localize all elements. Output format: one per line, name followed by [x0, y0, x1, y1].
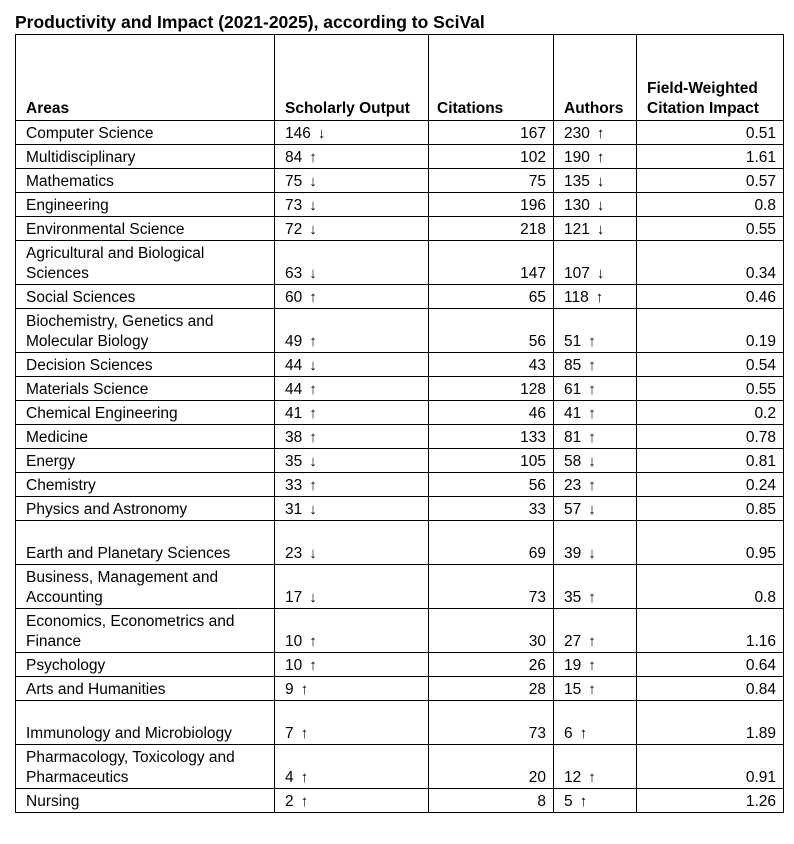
- scholarly-output-value: 49: [285, 333, 303, 350]
- citations-cell: 33: [429, 497, 554, 521]
- scholarly-output-value: 41: [285, 405, 303, 422]
- authors-cell: [554, 701, 637, 745]
- trend-arrow-icon: ↓: [309, 357, 317, 374]
- authors-cell: [554, 121, 637, 145]
- trend-arrow-icon: ↑: [588, 657, 596, 674]
- trend-arrow-icon: ↑: [309, 149, 317, 166]
- table-row: [16, 241, 784, 285]
- trend-arrow-icon: ↓: [596, 197, 605, 214]
- header-citations: Citations: [429, 35, 554, 121]
- fwci-cell: 1.16: [637, 609, 784, 653]
- scholarly-output-cell: [275, 309, 429, 353]
- table-row: [16, 121, 784, 145]
- table-row: [16, 285, 784, 309]
- trend-arrow-icon: ↑: [588, 405, 596, 422]
- authors-value: 5: [564, 793, 573, 810]
- citations-cell: 65: [429, 285, 554, 309]
- citations-cell: 105: [429, 449, 554, 473]
- table-row: [16, 217, 784, 241]
- productivity-table: [15, 34, 784, 813]
- fwci-cell: 0.84: [637, 677, 784, 701]
- citations-cell: 20: [429, 745, 554, 789]
- area-cell: Immunology and Microbiology: [16, 701, 275, 745]
- fwci-cell: 1.89: [637, 701, 784, 745]
- scholarly-output-cell: [275, 401, 429, 425]
- scholarly-output-cell: [275, 145, 429, 169]
- table-row: [16, 609, 784, 653]
- trend-arrow-icon: ↑: [309, 405, 317, 422]
- citations-cell: 218: [429, 217, 554, 241]
- authors-cell: [554, 309, 637, 353]
- trend-arrow-icon: ↑: [309, 657, 317, 674]
- area-cell: Computer Science: [16, 121, 275, 145]
- scholarly-output-cell: [275, 653, 429, 677]
- authors-value: 85: [564, 357, 582, 374]
- scholarly-output-cell: [275, 789, 429, 813]
- trend-arrow-icon: ↑: [309, 429, 317, 446]
- table-row: [16, 377, 784, 401]
- trend-arrow-icon: ↓: [317, 125, 326, 142]
- fwci-cell: 0.91: [637, 745, 784, 789]
- trend-arrow-icon: ↑: [579, 793, 588, 810]
- authors-cell: [554, 169, 637, 193]
- scholarly-output-value: 4: [285, 769, 294, 786]
- area-cell: Business, Management and Accounting: [16, 565, 275, 609]
- area-cell: Materials Science: [16, 377, 275, 401]
- scholarly-output-cell: [275, 285, 429, 309]
- area-cell: Energy: [16, 449, 275, 473]
- citations-cell: 26: [429, 653, 554, 677]
- trend-arrow-icon: ↓: [309, 545, 317, 562]
- scholarly-output-value: 60: [285, 289, 303, 306]
- fwci-cell: 0.8: [637, 193, 784, 217]
- area-cell: Arts and Humanities: [16, 677, 275, 701]
- citations-cell: 75: [429, 169, 554, 193]
- area-cell: Nursing: [16, 789, 275, 813]
- area-cell: Earth and Planetary Sciences: [16, 521, 275, 565]
- citations-cell: 56: [429, 473, 554, 497]
- trend-arrow-icon: ↑: [309, 381, 317, 398]
- scholarly-output-cell: [275, 565, 429, 609]
- scholarly-output-cell: [275, 521, 429, 565]
- table-row: [16, 677, 784, 701]
- header-scholarly-output: Scholarly Output: [275, 35, 429, 121]
- trend-arrow-icon: ↓: [588, 453, 596, 470]
- table-row: [16, 169, 784, 193]
- trend-arrow-icon: ↑: [588, 333, 596, 350]
- area-cell: Chemical Engineering: [16, 401, 275, 425]
- authors-value: 61: [564, 381, 582, 398]
- authors-value: 107: [564, 265, 590, 282]
- trend-arrow-icon: ↓: [309, 221, 317, 238]
- authors-cell: [554, 745, 637, 789]
- authors-value: 6: [564, 725, 573, 742]
- header-authors: Authors: [554, 35, 637, 121]
- trend-arrow-icon: ↓: [309, 589, 317, 606]
- scholarly-output-value: 72: [285, 221, 303, 238]
- header-areas: Areas: [16, 35, 275, 121]
- scholarly-output-value: 44: [285, 357, 303, 374]
- trend-arrow-icon: ↑: [300, 769, 309, 786]
- citations-cell: 28: [429, 677, 554, 701]
- fwci-cell: 0.85: [637, 497, 784, 521]
- trend-arrow-icon: ↑: [309, 477, 317, 494]
- scholarly-output-cell: [275, 677, 429, 701]
- area-cell: Economics, Econometrics and Finance: [16, 609, 275, 653]
- scholarly-output-value: 7: [285, 725, 294, 742]
- trend-arrow-icon: ↑: [300, 681, 309, 698]
- authors-value: 118: [564, 289, 589, 306]
- trend-arrow-icon: ↑: [588, 589, 596, 606]
- scholarly-output-value: 33: [285, 477, 303, 494]
- trend-arrow-icon: ↑: [309, 333, 317, 350]
- fwci-cell: 0.8: [637, 565, 784, 609]
- fwci-cell: 0.34: [637, 241, 784, 285]
- scholarly-output-value: 84: [285, 149, 303, 166]
- table-row: [16, 145, 784, 169]
- citations-cell: 56: [429, 309, 554, 353]
- table-row: [16, 425, 784, 449]
- trend-arrow-icon: ↓: [588, 501, 596, 518]
- authors-value: 15: [564, 681, 582, 698]
- scholarly-output-cell: [275, 241, 429, 285]
- trend-arrow-icon: ↑: [595, 289, 604, 306]
- scholarly-output-value: 10: [285, 633, 303, 650]
- authors-value: 19: [564, 657, 582, 674]
- trend-arrow-icon: ↓: [309, 501, 317, 518]
- scholarly-output-cell: [275, 497, 429, 521]
- citations-cell: 73: [429, 701, 554, 745]
- citations-cell: 133: [429, 425, 554, 449]
- trend-arrow-icon: ↑: [588, 381, 596, 398]
- fwci-cell: 0.55: [637, 377, 784, 401]
- fwci-cell: 0.46: [637, 285, 784, 309]
- scholarly-output-cell: [275, 745, 429, 789]
- table-row: [16, 653, 784, 677]
- header-fwci: Field-Weighted Citation Impact: [637, 35, 784, 121]
- trend-arrow-icon: ↓: [309, 453, 317, 470]
- fwci-cell: 0.78: [637, 425, 784, 449]
- citations-cell: 196: [429, 193, 554, 217]
- scholarly-output-value: 9: [285, 681, 294, 698]
- citations-cell: 147: [429, 241, 554, 285]
- trend-arrow-icon: ↑: [309, 633, 317, 650]
- scholarly-output-cell: [275, 377, 429, 401]
- authors-value: 35: [564, 589, 582, 606]
- citations-cell: 73: [429, 565, 554, 609]
- trend-arrow-icon: ↑: [588, 429, 596, 446]
- authors-cell: [554, 377, 637, 401]
- authors-value: 230: [564, 125, 590, 142]
- scholarly-output-value: 146: [285, 125, 311, 142]
- authors-cell: [554, 789, 637, 813]
- area-cell: Physics and Astronomy: [16, 497, 275, 521]
- scholarly-output-cell: [275, 217, 429, 241]
- scholarly-output-value: 31: [285, 501, 303, 518]
- trend-arrow-icon: ↑: [588, 357, 596, 374]
- trend-arrow-icon: ↑: [596, 149, 605, 166]
- scholarly-output-cell: [275, 169, 429, 193]
- area-cell: Mathematics: [16, 169, 275, 193]
- authors-cell: [554, 145, 637, 169]
- scholarly-output-value: 38: [285, 429, 303, 446]
- authors-cell: [554, 217, 637, 241]
- authors-value: 41: [564, 405, 582, 422]
- authors-cell: [554, 473, 637, 497]
- trend-arrow-icon: ↑: [588, 769, 596, 786]
- scholarly-output-cell: [275, 193, 429, 217]
- trend-arrow-icon: ↑: [588, 477, 596, 494]
- scholarly-output-cell: [275, 121, 429, 145]
- table-row: [16, 401, 784, 425]
- trend-arrow-icon: ↑: [596, 125, 605, 142]
- authors-cell: [554, 609, 637, 653]
- trend-arrow-icon: ↓: [596, 173, 605, 190]
- citations-cell: 69: [429, 521, 554, 565]
- trend-arrow-icon: ↑: [588, 681, 596, 698]
- scholarly-output-value: 75: [285, 173, 303, 190]
- trend-arrow-icon: ↑: [588, 633, 596, 650]
- authors-value: 23: [564, 477, 582, 494]
- area-cell: Biochemistry, Genetics and Molecular Biology: [16, 309, 275, 353]
- area-cell: Chemistry: [16, 473, 275, 497]
- authors-value: 190: [564, 149, 590, 166]
- area-cell: Medicine: [16, 425, 275, 449]
- authors-value: 121: [564, 221, 590, 238]
- trend-arrow-icon: ↓: [588, 545, 596, 562]
- citations-cell: 167: [429, 121, 554, 145]
- authors-cell: [554, 565, 637, 609]
- authors-cell: [554, 677, 637, 701]
- fwci-cell: 1.61: [637, 145, 784, 169]
- scholarly-output-value: 2: [285, 793, 294, 810]
- scholarly-output-value: 10: [285, 657, 303, 674]
- table-row: [16, 353, 784, 377]
- authors-cell: [554, 521, 637, 565]
- area-cell: Agricultural and Biological Sciences: [16, 241, 275, 285]
- authors-value: 58: [564, 453, 582, 470]
- table-row: [16, 789, 784, 813]
- authors-value: 39: [564, 545, 582, 562]
- scholarly-output-cell: [275, 701, 429, 745]
- scholarly-output-cell: [275, 473, 429, 497]
- scholarly-output-cell: [275, 425, 429, 449]
- table-header-row: [16, 35, 784, 121]
- authors-value: 135: [564, 173, 590, 190]
- table-row: [16, 193, 784, 217]
- authors-value: 51: [564, 333, 582, 350]
- citations-cell: 102: [429, 145, 554, 169]
- trend-arrow-icon: ↑: [300, 793, 309, 810]
- scholarly-output-value: 44: [285, 381, 303, 398]
- fwci-cell: 0.95: [637, 521, 784, 565]
- page-title: Productivity and Impact (2021-2025), according to SciVal: [15, 12, 485, 32]
- scholarly-output-cell: [275, 609, 429, 653]
- area-cell: Multidisciplinary: [16, 145, 275, 169]
- citations-cell: 128: [429, 377, 554, 401]
- table-row: [16, 449, 784, 473]
- table-row: [16, 309, 784, 353]
- authors-cell: [554, 241, 637, 285]
- authors-cell: [554, 353, 637, 377]
- scholarly-output-value: 73: [285, 197, 303, 214]
- authors-value: 12: [564, 769, 582, 786]
- area-cell: Pharmacology, Toxicology and Pharmaceutics: [16, 745, 275, 789]
- scholarly-output-value: 63: [285, 265, 303, 282]
- area-cell: Decision Sciences: [16, 353, 275, 377]
- citations-cell: 30: [429, 609, 554, 653]
- authors-value: 27: [564, 633, 582, 650]
- scholarly-output-cell: [275, 449, 429, 473]
- trend-arrow-icon: ↑: [300, 725, 309, 742]
- trend-arrow-icon: ↑: [579, 725, 588, 742]
- area-cell: Environmental Science: [16, 217, 275, 241]
- authors-cell: [554, 497, 637, 521]
- authors-cell: [554, 425, 637, 449]
- fwci-cell: 0.24: [637, 473, 784, 497]
- trend-arrow-icon: ↓: [309, 265, 317, 282]
- table-row: [16, 521, 784, 565]
- fwci-cell: 0.81: [637, 449, 784, 473]
- table-row: [16, 473, 784, 497]
- area-cell: Engineering: [16, 193, 275, 217]
- trend-arrow-icon: ↓: [596, 265, 605, 282]
- citations-cell: 43: [429, 353, 554, 377]
- fwci-cell: 1.26: [637, 789, 784, 813]
- fwci-cell: 0.64: [637, 653, 784, 677]
- fwci-cell: 0.2: [637, 401, 784, 425]
- trend-arrow-icon: ↓: [309, 173, 317, 190]
- citations-cell: 46: [429, 401, 554, 425]
- area-cell: Social Sciences: [16, 285, 275, 309]
- table-row: [16, 565, 784, 609]
- scholarly-output-cell: [275, 353, 429, 377]
- table-body: [16, 121, 784, 813]
- trend-arrow-icon: ↓: [596, 221, 605, 238]
- citations-cell: 8: [429, 789, 554, 813]
- authors-cell: [554, 285, 637, 309]
- authors-cell: [554, 449, 637, 473]
- authors-cell: [554, 401, 637, 425]
- scholarly-output-value: 17: [285, 589, 303, 606]
- scholarly-output-value: 23: [285, 545, 303, 562]
- fwci-cell: 0.54: [637, 353, 784, 377]
- table-row: [16, 745, 784, 789]
- trend-arrow-icon: ↓: [309, 197, 317, 214]
- authors-value: 57: [564, 501, 582, 518]
- fwci-cell: 0.57: [637, 169, 784, 193]
- authors-value: 130: [564, 197, 590, 214]
- fwci-cell: 0.19: [637, 309, 784, 353]
- scholarly-output-value: 35: [285, 453, 303, 470]
- table-row: [16, 497, 784, 521]
- authors-value: 81: [564, 429, 582, 446]
- fwci-cell: 0.55: [637, 217, 784, 241]
- authors-cell: [554, 193, 637, 217]
- authors-cell: [554, 653, 637, 677]
- trend-arrow-icon: ↑: [309, 289, 317, 306]
- fwci-cell: 0.51: [637, 121, 784, 145]
- table-row: [16, 701, 784, 745]
- area-cell: Psychology: [16, 653, 275, 677]
